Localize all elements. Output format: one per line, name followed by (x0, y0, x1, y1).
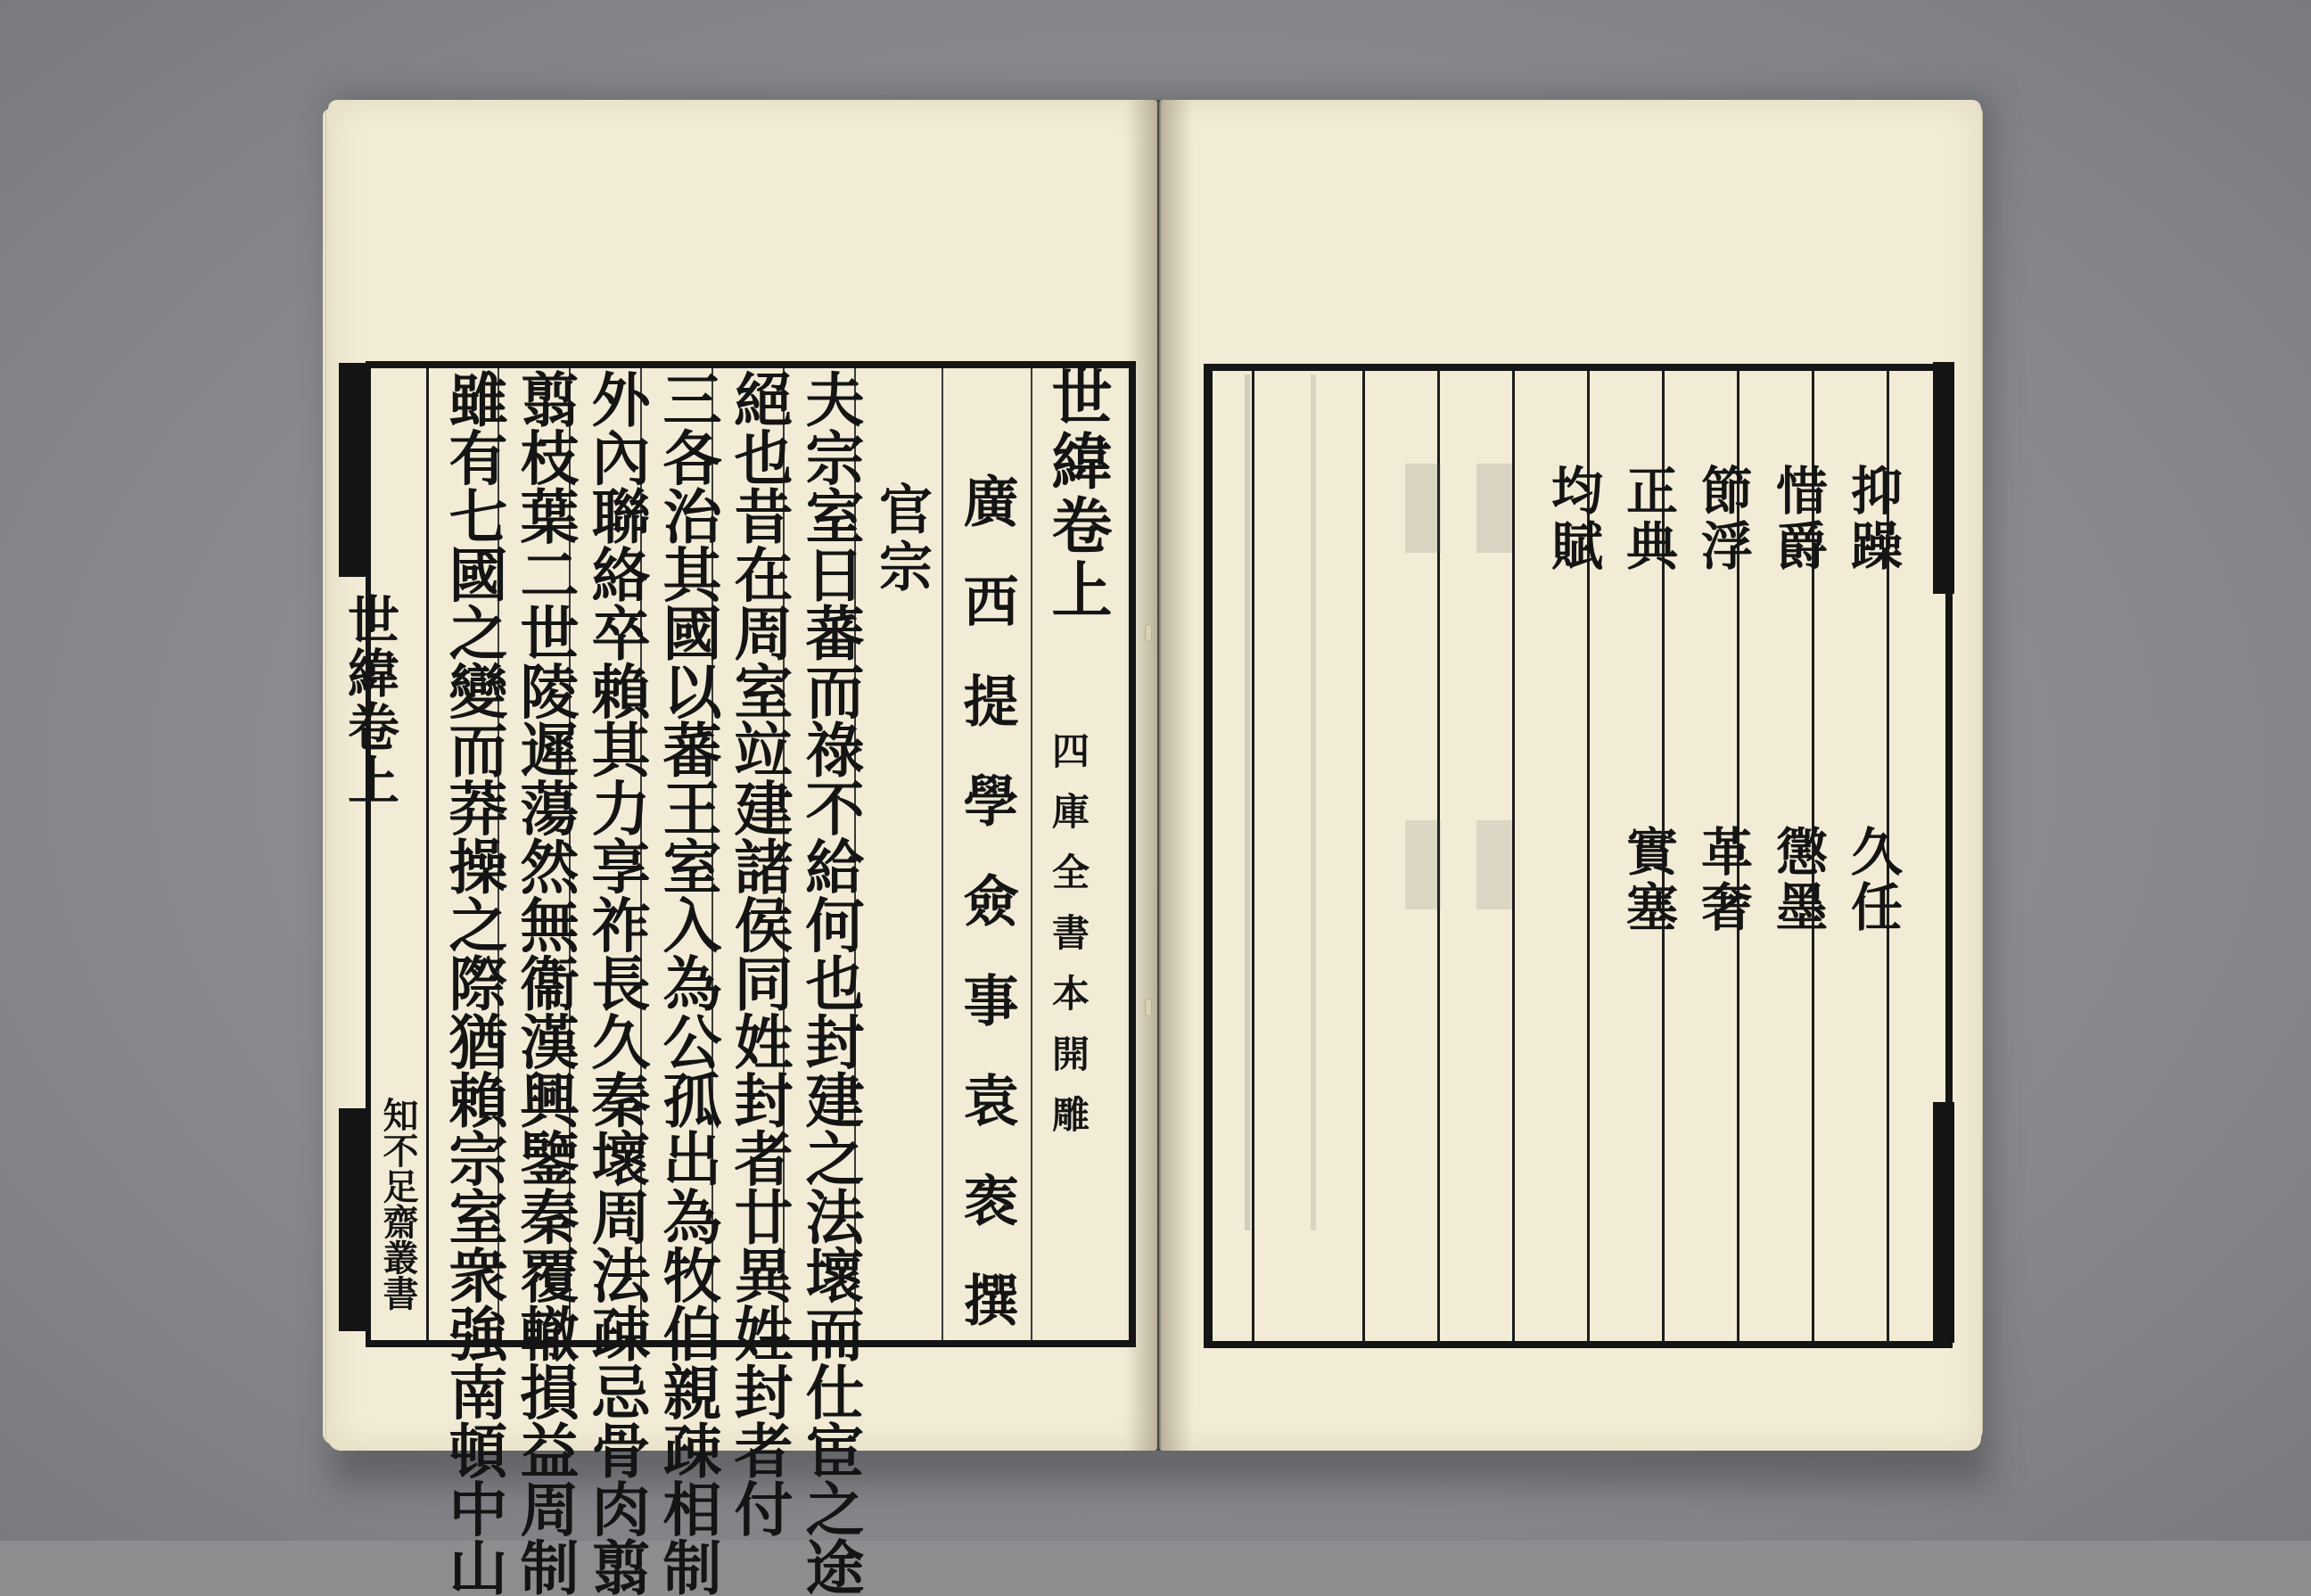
text-column: 外內聯絡卒賴其力享祚長久秦壞周法疎忌骨肉翦 (581, 369, 651, 1596)
column-rule (1252, 371, 1254, 1341)
column-rule (942, 368, 943, 1340)
chapter-heading: 官宗 (870, 481, 933, 596)
text-column: 三各治其國以蕃王室入為公孤出為牧伯親疎相制 (653, 369, 722, 1596)
show-through-mark (1245, 374, 1250, 1230)
toc-entry-lower: 懲墨 (1767, 825, 1828, 935)
fold-black-mouth (1933, 362, 1954, 594)
show-through-mark (1405, 464, 1441, 553)
volume-heading: 世緯卷上 (1041, 366, 1113, 622)
fold-footer: 知不足齋叢書 (377, 1097, 419, 1311)
column-rule (426, 368, 429, 1340)
edition-note: 四庫全書本開雕 (1047, 731, 1090, 1156)
toc-entry-upper: 正典 (1617, 464, 1678, 574)
fold-black-mouth (339, 1108, 366, 1331)
toc-entry-upper: 惜爵 (1767, 464, 1828, 574)
toc-entry-upper: 節浮 (1692, 464, 1753, 574)
column-rule (1362, 371, 1365, 1341)
text-column: 翦枝葉二世陵遲蕩然無衞漢興鑒秦覆轍損益周制 (510, 369, 580, 1596)
toc-entry-lower: 革奢 (1692, 825, 1753, 935)
toc-entry-lower: 實塞 (1617, 825, 1678, 935)
text-column: 夫宗室日蕃而祿不給何也封建之法壞而仕宦之途 (795, 369, 865, 1596)
fold-title: 世緯卷上 (339, 593, 399, 807)
toc-entry-upper: 均賦 (1542, 464, 1603, 574)
toc-entry-lower: 久任 (1842, 825, 1903, 935)
show-through-mark (1311, 374, 1316, 1230)
column-rule (1031, 368, 1032, 1340)
text-column: 雖有七國之變而莽操之際猶賴宗室衆強南頓中山 (439, 369, 508, 1596)
text-column: 絕也昔在周室竝建諸侯同姓封者廿異姓封者付 (724, 369, 794, 1537)
author-line: 廣西提學僉事袁袠撰 (954, 473, 1019, 1371)
binding-stitch (1145, 999, 1152, 1016)
binding-stitch (1145, 624, 1152, 642)
column-rule (1512, 371, 1515, 1341)
fold-black-mouth (339, 363, 366, 577)
toc-entry-upper: 抑躁 (1842, 464, 1903, 574)
fold-black-mouth (1933, 1102, 1954, 1343)
show-through-mark (1476, 464, 1512, 553)
show-through-mark (1476, 820, 1512, 909)
show-through-mark (1405, 820, 1441, 909)
